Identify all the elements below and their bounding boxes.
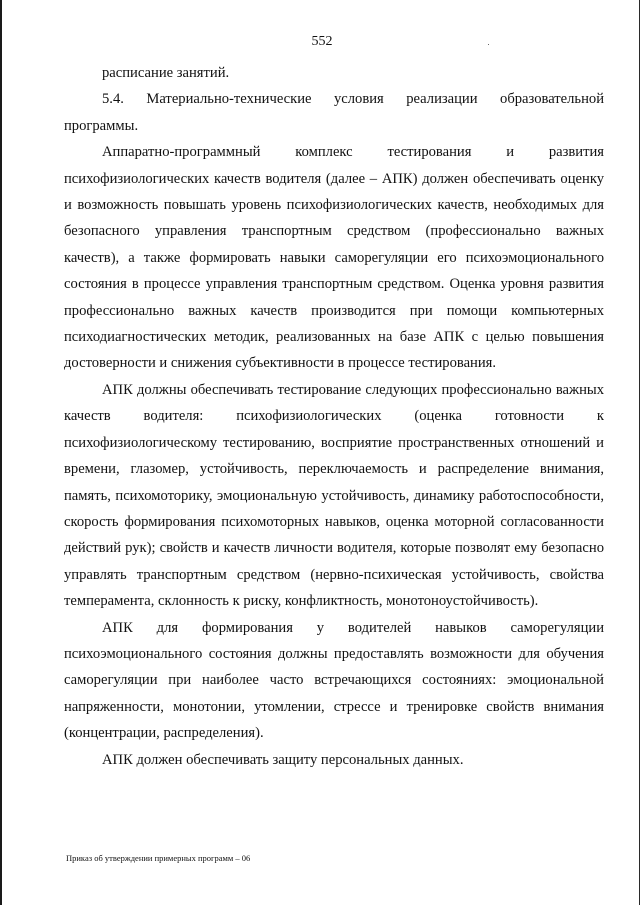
section-heading-5-4: 5.4. Материально-технические условия реализации образовательной программы. — [64, 91, 604, 134]
scan-speck — [488, 44, 489, 45]
footer-note: Приказ об утверждении примерных программ – 06 — [66, 853, 251, 863]
paragraph-apk-self-regulation: АПК для формирования у водителей навыков саморегуляции психоэмоционального состояния должны предоставлять возможности для обучения саморегуляции при наиболее часто встречающихся состояниях: эмоциональной напряженности, монотонии, утомлении, стрессе и тренировке свойств внимания (концентрации, распределения). — [64, 619, 604, 742]
paragraph-apk-data-protection: АПК должен обеспечивать защиту персональных данных. — [102, 751, 464, 768]
paragraph-continuation: расписание занятий. — [102, 65, 230, 81]
paragraph-apk-description: Аппаратно-программный комплекс тестирования и развития психофизиологических качеств водителя (далее – АПК) должен обеспечивать оценку и возможность повышать уровень психофизиологических качеств, необходимых для безопасного управления транспортным средством (профессионально важных качеств), а также формировать навыки саморегуляции его психоэмоционального состояния в процессе управления транспортным средством. Оценка уровня развития профессионально важных качеств производится при помощи компьютерных психодиагностических методик, реализованных на базе АПК с целью повышения достоверности и снижения субъективности в процессе тестирования. — [64, 144, 604, 372]
page-number: 552 — [311, 34, 333, 49]
paragraph-apk-testing: АПК должны обеспечивать тестирование следующих профессионально важных качеств водителя: психофизиологических (оценка готовности к психофизиологическому тестированию, восприятие пространственных отношений и времени, глазомер, устойчивость, переключаемость и распределение внимания, память, психомоторику, эмоциональную устойчивость, динамику работоспособности, скорость формирования психомоторных навыков, оценка моторной согласованности действий рук); свойств и качеств личности водителя, которые позволят ему безопасно управлять транспортным средством (нервно-психическая устойчивость, свойства темперамента, склонность к риску, конфликтность, монотоноустойчивость). — [64, 381, 604, 610]
document-body — [64, 60, 604, 773]
